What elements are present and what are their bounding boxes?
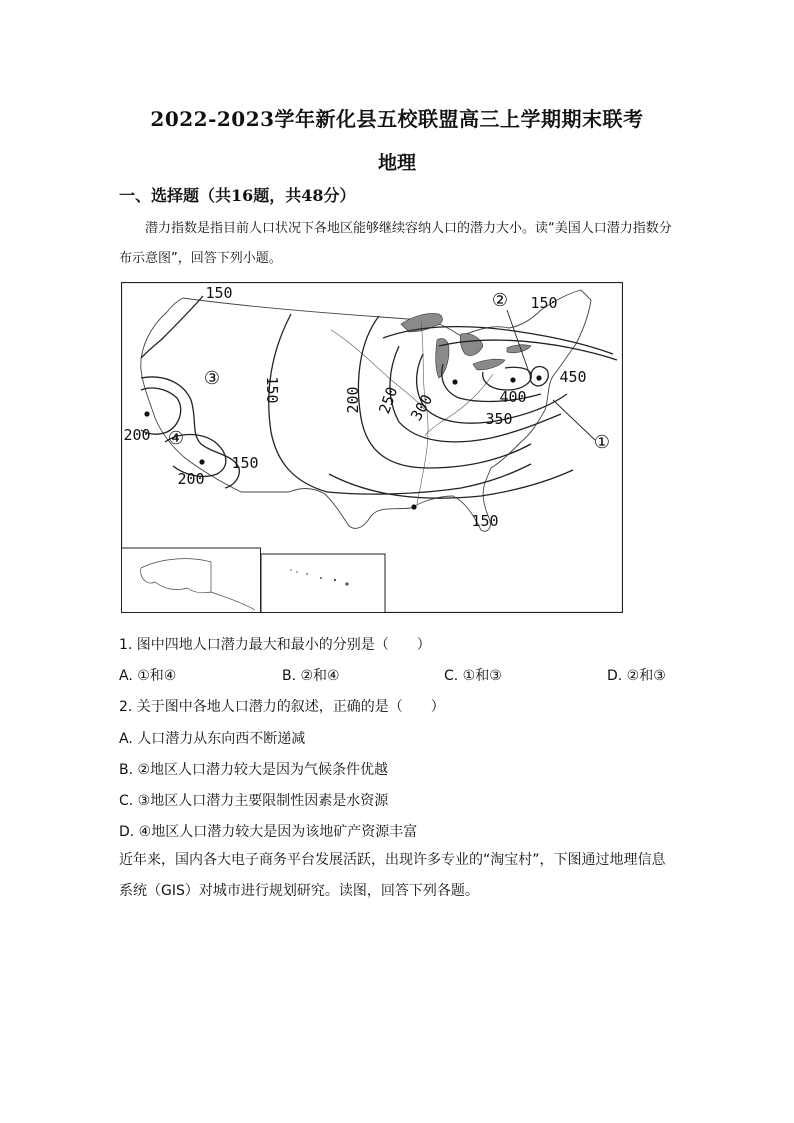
city-dot bbox=[452, 379, 457, 384]
label-150-se: 150 bbox=[471, 512, 499, 530]
page-title: 2022-2023学年新化县五校联盟高三上学期期末联考 bbox=[150, 107, 644, 131]
label-150-sw: 150 bbox=[231, 454, 259, 472]
city-dot bbox=[144, 411, 149, 416]
question-2-option-d[interactable]: D. ④地区人口潜力较大是因为该地矿产资源丰富 bbox=[119, 824, 418, 840]
marker-2: ② bbox=[491, 290, 509, 311]
question-1-option-a[interactable]: A. ①和④ bbox=[119, 668, 177, 684]
label-300: 300 bbox=[407, 391, 437, 424]
section-heading: 一、选择题（共16题，共48分） bbox=[119, 186, 356, 205]
us-population-potential-map bbox=[121, 282, 623, 613]
city-dot bbox=[510, 377, 515, 382]
question-1-option-b[interactable]: B. ②和④ bbox=[282, 668, 340, 684]
next-passage-text: 近年来，国内各大电子商务平台发展活跃，出现许多专业的“淘宝村”，下图通过地理信息系统（GIS）对城市进行规划研究。读图，回答下列各题。 bbox=[119, 852, 666, 899]
city-dot bbox=[536, 375, 541, 380]
label-200-mid: 200 bbox=[344, 386, 362, 414]
marker-1: ① bbox=[593, 432, 611, 453]
city-dot bbox=[199, 459, 204, 464]
city-dot bbox=[411, 504, 416, 509]
label-150-ne: 150 bbox=[530, 294, 558, 312]
question-2-option-b[interactable]: B. ②地区人口潜力较大是因为气候条件优越 bbox=[119, 762, 389, 778]
label-350: 350 bbox=[485, 410, 513, 428]
label-150-long: 150 bbox=[263, 376, 281, 404]
marker-4: ④ bbox=[167, 428, 185, 449]
question-1-option-d[interactable]: D. ②和③ bbox=[607, 668, 666, 684]
label-400: 400 bbox=[499, 388, 527, 406]
intro-text: 潜力指数是指目前人口状况下各地区能够继续容纳人口的潜力大小。读“美国人口潜力指数分布示意图”，回答下列小题。 bbox=[119, 221, 672, 266]
question-2-stem: 2. 关于图中各地人口潜力的叙述，正确的是（ ） bbox=[119, 699, 445, 715]
question-2-option-c[interactable]: C. ③地区人口潜力主要限制性因素是水资源 bbox=[119, 793, 389, 809]
inset-hawaii-frame bbox=[261, 554, 385, 613]
marker-3: ③ bbox=[203, 368, 221, 389]
label-450: 450 bbox=[559, 368, 587, 386]
label-200-w: 200 bbox=[123, 426, 151, 444]
question-2-option-a[interactable]: A. 人口潜力从东向西不断递减 bbox=[119, 731, 306, 747]
label-150-nw: 150 bbox=[205, 284, 233, 302]
question-1-stem: 1. 图中四地人口潜力最大和最小的分别是（ ） bbox=[119, 637, 431, 653]
label-250: 250 bbox=[375, 384, 402, 417]
subject-title: 地理 bbox=[377, 152, 416, 174]
question-1-option-c[interactable]: C. ①和③ bbox=[444, 668, 502, 684]
label-200-sw: 200 bbox=[177, 470, 205, 488]
